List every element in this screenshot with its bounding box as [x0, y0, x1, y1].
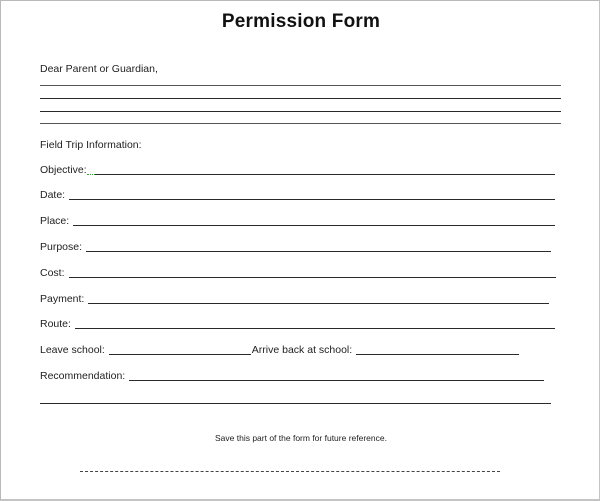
letter-line-3[interactable]: [40, 111, 561, 112]
recommendation-extra-line[interactable]: [40, 403, 551, 404]
cost-input-line[interactable]: [69, 277, 556, 278]
place-input-line[interactable]: [73, 225, 555, 226]
purpose-input-line[interactable]: [86, 251, 551, 252]
letter-line-2[interactable]: [40, 98, 561, 99]
field-place: [40, 213, 555, 229]
footer-note: Save this part of the form for future reference.: [215, 433, 387, 443]
objective-input-line[interactable]: [95, 174, 555, 175]
section-label-field-trip: Field Trip Information:: [40, 139, 142, 151]
field-payment: [40, 291, 549, 307]
field-objective: [40, 162, 555, 178]
field-label: Route:: [40, 318, 71, 330]
date-input-line[interactable]: [69, 199, 555, 200]
payment-input-line[interactable]: [88, 303, 549, 304]
field-purpose: [40, 239, 551, 255]
letter-line-1[interactable]: [40, 85, 561, 86]
spellcheck-underline: [87, 174, 95, 175]
field-label: Purpose:: [40, 241, 83, 253]
field-label: Cost:: [40, 267, 65, 279]
field-label: Arrive back at school:: [251, 344, 353, 356]
arrive-back-input-line[interactable]: [356, 354, 519, 355]
field-label: Leave school:: [40, 344, 105, 356]
field-route: [40, 316, 555, 332]
page-title: Permission Form: [221, 11, 381, 32]
field-label: Payment:: [40, 293, 85, 305]
field-label: Objective:: [40, 164, 87, 176]
field-label: Recommendation:: [40, 370, 126, 382]
field-label: Place:: [40, 215, 70, 227]
greeting-text: Dear Parent or Guardian,: [40, 63, 158, 75]
letter-line-4[interactable]: [40, 123, 561, 124]
leave-school-input-line[interactable]: [109, 354, 251, 355]
field-date: [40, 187, 555, 203]
field-cost: [40, 265, 556, 281]
route-input-line[interactable]: [75, 328, 555, 329]
cut-line: [80, 471, 500, 472]
field-leave-arrive: [40, 342, 519, 358]
field-recommendation: [40, 368, 544, 384]
recommendation-input-line[interactable]: [129, 380, 544, 381]
field-label: Date:: [40, 189, 66, 201]
